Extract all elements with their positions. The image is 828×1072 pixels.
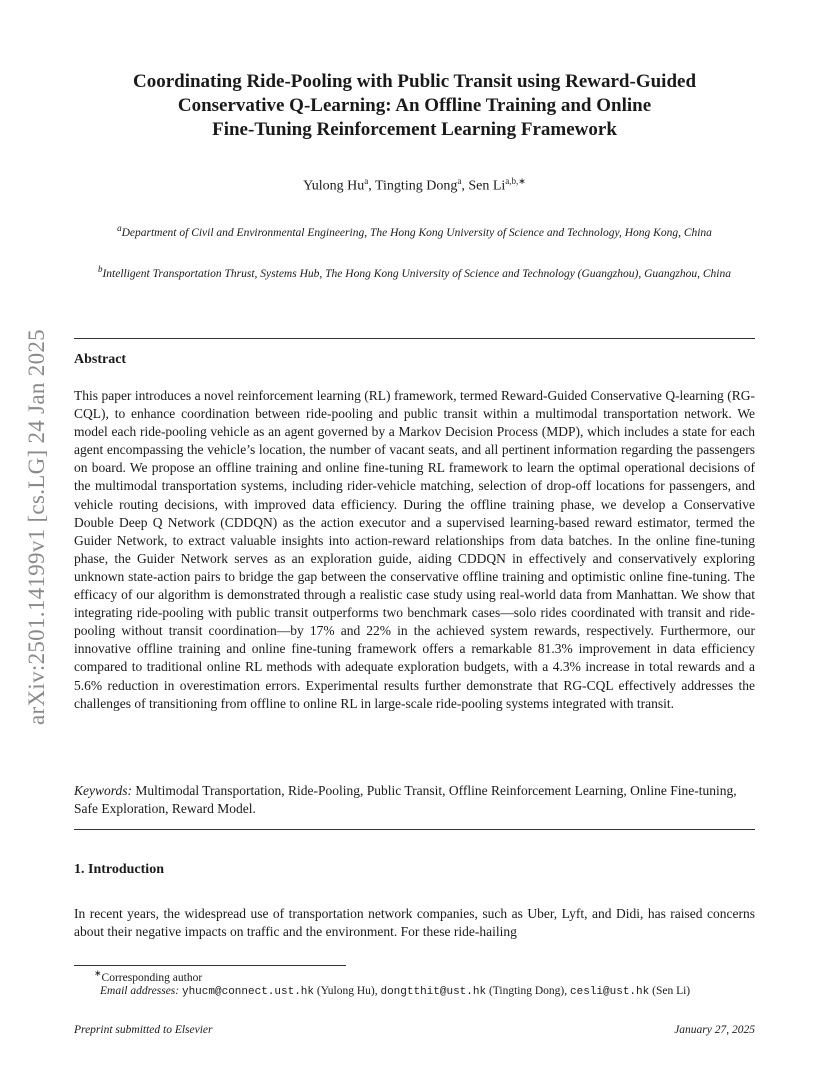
footer-left: Preprint submitted to Elsevier (74, 1024, 213, 1036)
title-line: Conservative Q-Learning: An Offline Training and Online (177, 95, 652, 116)
affiliation-b (74, 262, 755, 282)
email-link[interactable]: dongtthit@ust.hk (380, 986, 487, 998)
page-footer (74, 1024, 755, 1036)
author-name: Tingting Dong (374, 178, 458, 194)
email-owner: (Tingting Dong), (488, 985, 568, 997)
author-name: Yulong Hu (303, 178, 365, 194)
author-name: Sen Li (468, 178, 506, 194)
email-label: Email addresses: (100, 985, 180, 997)
author-sup: a (364, 176, 369, 186)
footnote-text: Corresponding author (101, 971, 203, 984)
footnote-rule (74, 965, 346, 966)
affiliation-a (74, 221, 755, 241)
email-owner: (Sen Li) (652, 985, 691, 997)
keywords-label: Keywords: (74, 783, 132, 798)
introduction-text: In recent years, the widespread use of transportation network companies, such as Uber, Lyft, and Didi, has raised concerns about their negative impacts on traffic and the environment. For these ride-hailing (74, 906, 755, 940)
affiliation-text: Department of Civil and Environmental Engineering, The Hong Kong University of Science and Technology, Hong Kong, China (121, 226, 712, 239)
keywords (74, 782, 755, 818)
affiliation-sup: b (97, 264, 103, 274)
author-sup: a (457, 176, 462, 186)
title-line: Fine-Tuning Reinforcement Learning Framework (212, 119, 617, 140)
email-link[interactable]: yhucm@connect.ust.hk (181, 986, 315, 998)
footnote-emails (100, 985, 781, 998)
footer-date: January 27, 2025 (674, 1024, 755, 1036)
arxiv-stamp (20, 292, 54, 762)
divider-bottom (74, 829, 755, 830)
arxiv-id: arXiv:2501.14199v1 [cs.LG] 24 Jan 2025 (24, 329, 49, 725)
footnote-sup: ∗ (94, 968, 102, 978)
keywords-text: Multimodal Transportation, Ride-Pooling, Public Transit, Offline Reinforcement Learning, Online Fine-tuning, Safe Exploration, Reward Model. (74, 783, 737, 817)
affiliation-sup: a (117, 223, 122, 233)
footnote-corresponding (94, 968, 775, 984)
email-link[interactable]: cesli@ust.hk (570, 986, 650, 998)
paper-title (74, 70, 755, 142)
section-heading-introduction: 1. Introduction (74, 862, 164, 877)
author-sup: a,b,∗ (505, 176, 526, 186)
affiliation-text: Intelligent Transportation Thrust, Systems Hub, The Hong Kong University of Science and Technology (Guangzhou), Guangzhou, China (102, 267, 732, 280)
author-list: Yulong Hu$^a$, Tingting Dong$^a$, Sen $Li^{a,b,∗}$ (303, 176, 526, 194)
abstract-text: This paper introduces a novel reinforcement learning (RL) framework, termed Reward-Guided Conservative Q-learning (RG-CQL), to enhance coordination between ride-pooling and public transit within a multimodal transportation network. We model each ride-pooling vehicle as an agent governed by a Markov Decision Process (MDP), which includes a state for each agent encompassing the vehicle’s location, the number of vacant seats, and all pertinent information regarding the passengers on board. We propose an offline training and online fine-tuning RL framework to learn the optimal operational decisions of the multimodal transportation systems, including rider-vehicle matching, selection of drop-off locations for passengers, and vehicle routing decisions, with improved data efficiency. During the offline training phase, we develop a Conservative Double Deep Q Network (CDDQN) as the action executor and a supervised learning-based reward estimator, termed the Guider Network, to extract valuable insights into action-reward relationships from data batches. In the online fine-tuning phase, the Guider Network serves as an exploration guide, aiding CDDQN in effectively and conservatively exploring unknown state-action pairs to bridge the gap between the conservative offline training and optimistic online fine-tuning. The efficacy of our algorithm is demonstrated through a realistic case study using real-world data from Manhattan. We show that integrating ride-pooling with public transit outperforms two benchmark cases—solo rides coordinated with transit and ride-pooling without transit coordination—by 17% and 22% in the achieved system rewards, respectively. Furthermore, our innovative offline training and online fine-tuning framework offers a remarkable 81.3% improvement in data efficiency compared to traditional online RL methods with adequate exploration budgets, with a 4.3% increase in total rewards and a 5.6% reduction in overestimation errors. Experimental results further demonstrate that RG-CQL effectively addresses the challenges of transitioning from offline to online RL in large-scale ride-pooling systems integrated with transit. (74, 388, 755, 711)
email-owner: (Yulong Hu), (316, 985, 378, 997)
title-line: Coordinating Ride-Pooling with Public Transit using Reward-Guided (132, 71, 697, 92)
divider-top (74, 338, 755, 339)
abstract-heading: Abstract (74, 352, 127, 367)
